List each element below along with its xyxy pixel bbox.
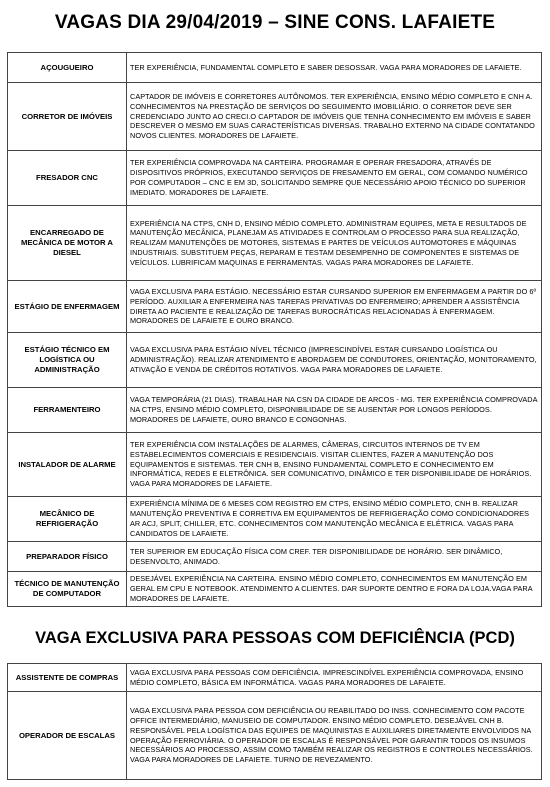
table-row (8, 664, 542, 692)
pcd-jobs-table (7, 663, 542, 780)
table-row (8, 542, 542, 572)
table-row (8, 53, 542, 83)
job-title: ASSISTENTE DE COMPRAS (8, 664, 127, 692)
table-row (8, 281, 542, 333)
job-description: TER SUPERIOR EM EDUCAÇÃO FÍSICA COM CREF. TER DISPONIBILIDADE DE HORÁRIO. SER DINÂMICO, DESENVOLTO, ANIMADO. (127, 542, 542, 572)
job-description: TER EXPERIÊNCIA, FUNDAMENTAL COMPLETO E SABER DESOSSAR. VAGA PARA MORADORES DE LAFAIETE. (127, 53, 542, 83)
job-description: EXPERIÊNCIA NA CTPS, CNH D, ENSINO MÉDIO COMPLETO. ADMINISTRAM EQUIPES, META E RESULTADOS DE MANUTENÇÃO MECÂNICA, PLANEJAM AS ATIVIDADES E CONTROLAM O PROCESSO PARA SUA REALIZAÇÃO, REALIZAM MANUTENÇÕES DE MOTORES, SISTEMAS E PARTES DE VEÍCULOS AUTOMOTORES E MÁQUINAS INDUSTRIAIS. SUBSTITUEM PEÇAS, REPARAM E TESTAM DESEMPENHO DE COMPONENTES E SISTEMAS DE VEÍCULOS. LUBRIFICAM MAQUINAS E FERRAMENTAS. VAGAS PARA MORADORES DE LAFAIETE. (127, 206, 542, 281)
job-title: ESTÁGIO DE ENFERMAGEM (8, 281, 127, 333)
job-description: VAGA EXCLUSIVA PARA PESSOAS COM DEFICIÊNCIA. IMPRESCINDÍVEL EXPERIÊNCIA COMPROVADA, ENSINO MÉDIO COMPLETO, BÁSICA EM INFORMÁTICA. VAGAS PARA MORADORES DE LAFAIETE. (127, 664, 542, 692)
job-title: INSTALADOR DE ALARME (8, 433, 127, 497)
job-title: ESTÁGIO TÉCNICO EM LOGÍSTICA OU ADMINISTRAÇÃO (8, 333, 127, 388)
job-description: VAGA TEMPORÁRIA (21 DIAS). TRABALHAR NA CSN DA CIDADE DE ARCOS - MG. TER EXPERIÊNCIA COMPROVADA NA CTPS, ENSINO MÉDIO COMPLETO, DISPONIBILIDADE DE SE AUSENTAR POR LONGOS PERÍODOS. MORADORES DE LAFAIETE, OURO BRANCO E CONGONHAS. (127, 388, 542, 433)
table-row (8, 497, 542, 542)
job-description: EXPERIÊNCIA MÍNIMA DE 6 MESES COM REGISTRO EM CTPS, ENSINO MÉDIO COMPLETO, CNH B. REALIZAR MANUTENÇÃO PREVENTIVA E CORRETIVA EM EQUIPAMENTOS DE REFRIGERAÇÃO COMO CONDICIONADORES AR ACJ, SPLIT, CHILLER, ETC. CONHECIMENTOS COM MANUTENÇÃO MECÂNICA E ELÉTRICA. VAGAS PARA CANDIDATOS DE LAFAIETE. (127, 497, 542, 542)
job-description: VAGA EXCLUSIVA PARA ESTÁGIO NÍVEL TÉCNICO (IMPRESCINDÍVEL ESTAR CURSANDO LOGÍSTICA OU ADMINISTRAÇÃO). REALIZAR ATENDIMENTO E ABORDAGEM DE CONDUTORES, ORIENTAÇÃO, MONITORAMENTO, ATIVAÇÃO E VENDA DE CRÉDITOS ROTATIVOS. VAGA PARA MORADORES DE LAFAIETE. (127, 333, 542, 388)
job-description: TER EXPERIÊNCIA COMPROVADA NA CARTEIRA. PROGRAMAR E OPERAR FRESADORA, ATRAVÉS DE DISPOSITIVOS PRÓPRIOS, EXECUTANDO SERVIÇOS DE FRESAMENTO EM GERAL, COM COMANDO NUMÉRICO POR COMPUTADOR – CNC E EM 3D, SOLICITANDO SEMPRE QUE NECESSÁRIO APOIO TÉCNICO DO SUPERIOR IMEDIATO. MORADORES DE LAFAIETE. (127, 151, 542, 206)
job-description: VAGA EXCLUSIVA PARA ESTÁGIO. NECESSÁRIO ESTAR CURSANDO SUPERIOR EM ENFERMAGEM A PARTIR DO 6º PERÍODO. AUXILIAR A ENFERMEIRA NAS TAREFAS PRIVATIVAS DO ENFERMEIRO; APRENDER A ASSISTÊNCIA DIRETA AO PACIENTE E REALIZAÇÃO DE TAREFAS BUROCRÁTICAS RELACIONADAS À ENFERMAGEM. MORADORES DE LAFAIETE E OURO BRANCO. (127, 281, 542, 333)
job-title: OPERADOR DE ESCALAS (8, 692, 127, 780)
page-title: VAGAS DIA 29/04/2019 – SINE CONS. LAFAIETE (54, 12, 496, 33)
job-title: CORRETOR DE IMÓVEIS (8, 83, 127, 151)
job-description: VAGA EXCLUSIVA PARA PESSOA COM DEFICIÊNCIA OU REABILITADO DO INSS. CONHECIMENTO COM PACOTE OFFICE INTERMEDIÁRIO, MANUSEIO DE COMPUTADOR. ENSINO MÉDIO COMPLETO. DESEJÁVEL CNH B. RESPONSÁVEL PELA LOGÍSTICA DAS EQUIPES DE MAQUINISTAS E AUXILIARES DIRETAMENTE ENVOLVIDOS NA OPERAÇÃO FERROVIÁRIA. O OPERADOR DE ESCALAS É RESPONSÁVEL POR GARANTIR TODOS OS INSUMOS NECESSÁRIOS AO PROCESSO, ASSIM COMO TAMBÉM REALIZAR OS REGISTROS E CONTROLES NECESSÁRIOS. VAGA PARA MORADORES DE LAFAIETE. TURNO DE REVEZAMENTO. (127, 692, 542, 780)
jobs-table (7, 52, 542, 607)
job-description: CAPTADOR DE IMÓVEIS E CORRETORES AUTÔNOMOS. TER EXPERIÊNCIA, ENSINO MÉDIO COMPLETO E CNH A. CONHECIMENTOS NA PRESTAÇÃO DE SERVIÇOS DO SEGUIMENTO IMOBILIÁRIO. O CORRETOR DEVE SER CREDENCIADO JUNTO AO CRECI.O CAPTADOR DE IMÓVEIS QUE TENHA CONHECIMENTO EM IMÓVEIS E SABER DESCREVER O MESMO EM SUAS CARACTERÍSTICAS DIVERSAS. TRABALHO EXTERNO NA CIDADE CONTATANDO NOVOS CLIENTES. MORADORES DE LAFAIETE. (127, 83, 542, 151)
table-row (8, 206, 542, 281)
job-title: FERRAMENTEIRO (8, 388, 127, 433)
table-row (8, 692, 542, 780)
job-title: FRESADOR CNC (8, 151, 127, 206)
table-row (8, 388, 542, 433)
job-title: MECÂNICO DE REFRIGERAÇÃO (8, 497, 127, 542)
job-title: ENCARREGADO DE MECÂNICA DE MOTOR A DIESEL (8, 206, 127, 281)
job-title: PREPARADOR FÍSICO (8, 542, 127, 572)
job-title: TÉCNICO DE MANUTENÇÃO DE COMPUTADOR (8, 572, 127, 607)
job-description: DESEJÁVEL EXPERIÊNCIA NA CARTEIRA. ENSINO MÉDIO COMPLETO, CONHECIMENTOS EM MANUTENÇÃO EM GERAL EM CPU E NOTEBOOK. ATENDIMENTO A CLIENTES. DAR SUPORTE DENTRO E FORA DA LOJA.VAGA PARA MORADORES DE LAFAIETE. (127, 572, 542, 607)
pcd-section-title: VAGA EXCLUSIVA PARA PESSOAS COM DEFICIÊNCIA (PCD) (35, 629, 515, 647)
table-row (8, 433, 542, 497)
table-row (8, 333, 542, 388)
job-description: TER EXPERIÊNCIA COM INSTALAÇÕES DE ALARMES, CÂMERAS, CIRCUITOS INTERNOS DE TV EM ESTABELECIMENTOS COMERCIAIS E RESIDENCIAIS. VISITAR CLIENTES, FAZER A MANUTENÇÃO DOS EQUIPAMENTOS E SISTEMAS. TER CNH B, ENSINO FUNDAMENTAL COMPLETO E CONHECIMENTO EM INFORMÁTICA, REDES E ELETRÔNICA. SER COMUNICATIVO, DINÂMICO E TER DISPONIBILIDADE DE HORÁRIOS. VAGA PARA MORADORES DE LAFAIETE. (127, 433, 542, 497)
table-row (8, 572, 542, 607)
table-row (8, 83, 542, 151)
job-title: AÇOUGUEIRO (8, 53, 127, 83)
table-row (8, 151, 542, 206)
